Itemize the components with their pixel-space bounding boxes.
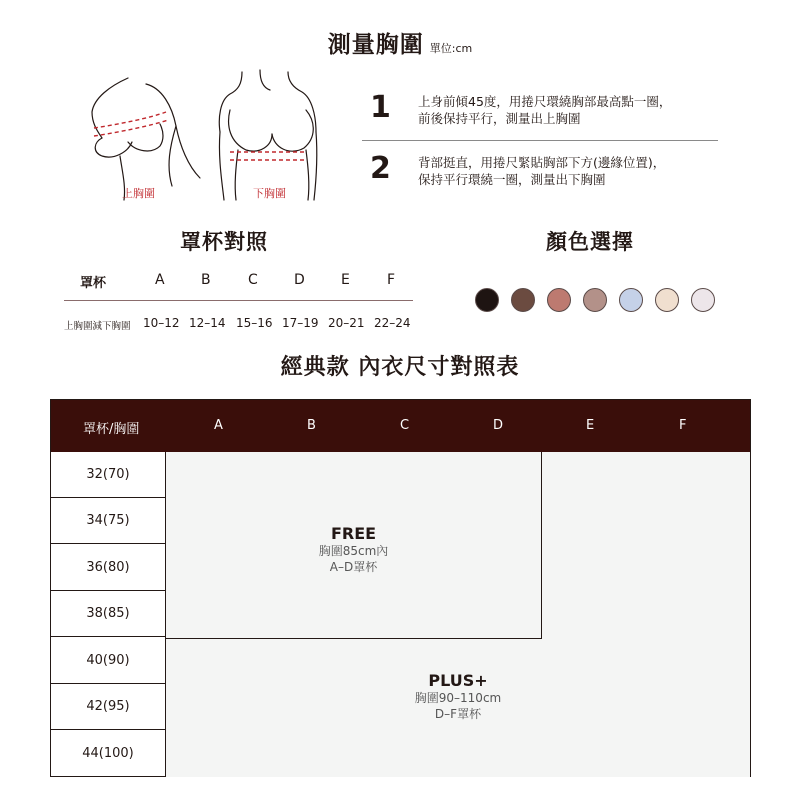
plus-title: PLUS+ xyxy=(428,671,488,690)
empty-zone xyxy=(542,452,750,639)
step-1 xyxy=(370,90,720,133)
color-swatch[interactable] xyxy=(655,288,679,312)
cup-letter: F xyxy=(387,272,396,288)
cup-letter: A xyxy=(155,272,165,288)
free-bust-range: 胸圍85cm內 xyxy=(318,544,389,558)
measurement-illustration xyxy=(80,66,350,206)
color-swatch[interactable] xyxy=(511,288,535,312)
step-divider xyxy=(362,140,718,141)
step-line: 上身前傾45度，用捲尺環繞胸部最高點一圈， xyxy=(418,94,672,109)
cup-diff-row xyxy=(64,316,424,334)
title-text: 測量胸圍 xyxy=(327,32,424,58)
size-row-label: 42(95) xyxy=(51,684,165,730)
color-swatch[interactable] xyxy=(475,288,499,312)
cup-chart-heading: 罩杯對照 xyxy=(180,230,268,254)
cup-diff-value: 12–14 xyxy=(189,316,226,330)
step-line: 保持平行環繞一圈，測量出下胸圍 xyxy=(418,172,606,187)
size-table-header xyxy=(51,400,750,452)
step-number: 2 xyxy=(370,151,391,186)
cup-diff-value: 10–12 xyxy=(143,316,180,330)
step-2 xyxy=(370,151,720,194)
size-row-label: 34(75) xyxy=(51,498,165,544)
size-row-label: 38(85) xyxy=(51,591,165,637)
size-row-label: 44(100) xyxy=(82,746,134,761)
free-size-zone xyxy=(166,452,542,639)
plus-cup-range: D–F罩杯 xyxy=(434,707,482,721)
header-cup: D xyxy=(493,418,504,433)
cup-diff-value: 15–16 xyxy=(236,316,273,330)
free-title: FREE xyxy=(330,524,377,543)
cup-letter: C xyxy=(248,272,258,288)
cup-letter-row xyxy=(64,272,414,294)
cup-diff-value: 22–24 xyxy=(374,316,411,330)
header-cup: C xyxy=(400,418,410,433)
size-table-title: 經典款 內衣尺寸對照表 xyxy=(280,355,520,380)
plus-bust-range: 胸圍90–110cm xyxy=(414,691,502,705)
under-bust-label: 下胸圍 xyxy=(253,187,286,200)
header-cup: F xyxy=(679,418,687,433)
step-text xyxy=(418,93,671,127)
header-cup: B xyxy=(307,418,316,433)
cup-letter: B xyxy=(201,272,211,288)
size-table xyxy=(50,399,751,777)
color-swatch[interactable] xyxy=(583,288,607,312)
color-swatch[interactable] xyxy=(547,288,571,312)
step-number: 1 xyxy=(370,90,391,125)
upper-bust-label: 上胸圍 xyxy=(122,187,155,200)
cup-letter: D xyxy=(294,272,305,288)
header-cup: A xyxy=(214,418,223,433)
size-row-label: 36(80) xyxy=(51,545,165,591)
color-swatch[interactable] xyxy=(619,288,643,312)
step-line: 前後保持平行，測量出上胸圍 xyxy=(418,111,581,126)
unit-text: 單位:cm xyxy=(429,42,473,55)
cup-chart-rule xyxy=(64,300,413,301)
cup-diff-value: 20–21 xyxy=(328,316,365,330)
page-title xyxy=(0,26,800,59)
size-row-label: 32(70) xyxy=(51,452,165,498)
step-line: 背部挺直，用捲尺緊貼胸部下方(邊緣位置)， xyxy=(418,155,666,170)
plus-size-zone xyxy=(166,639,750,777)
header-corner: 罩杯/胸圍 xyxy=(83,422,140,437)
cup-row-label: 罩杯 xyxy=(80,276,107,291)
step-text xyxy=(418,154,665,188)
color-heading: 顏色選擇 xyxy=(546,230,634,254)
cup-diff-value: 17–19 xyxy=(282,316,319,330)
cup-letter: E xyxy=(341,272,350,288)
header-cup: E xyxy=(586,418,595,433)
cup-diff-label: 上胸圍減下胸圍 xyxy=(64,321,131,332)
color-swatch-row xyxy=(475,288,725,314)
size-row-label: 40(90) xyxy=(51,638,165,684)
free-cup-range: A–D罩杯 xyxy=(329,560,378,574)
color-swatch[interactable] xyxy=(691,288,715,312)
torso-drawings xyxy=(80,66,350,206)
